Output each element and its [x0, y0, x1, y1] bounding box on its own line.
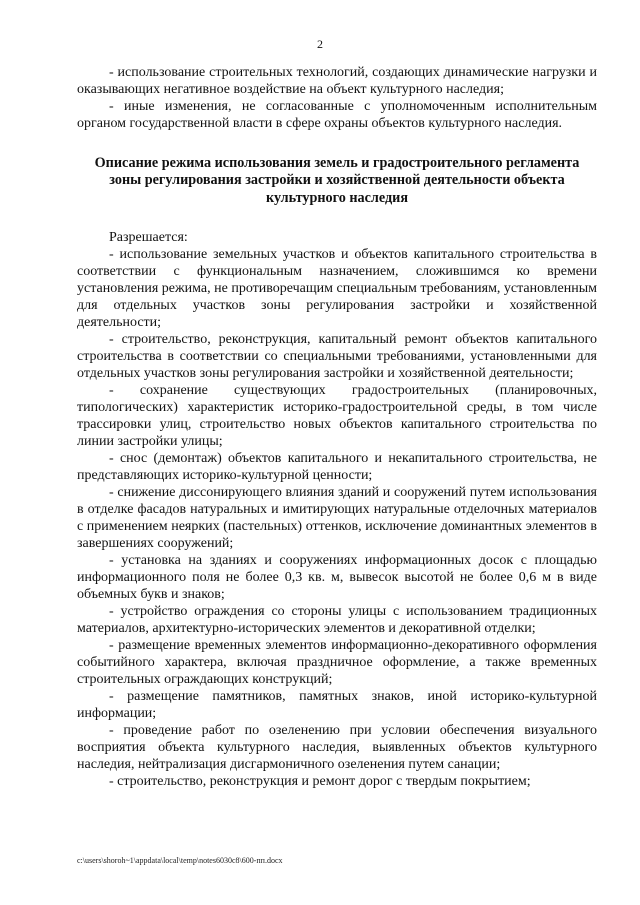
- allowed-label: Разрешается:: [109, 229, 188, 245]
- list-item: - размещение временных элементов информационно-декоративного оформления событийного характера, включая праздничное оформление, а также временных строительных ограждающих конструкций;: [77, 637, 597, 687]
- list-item: - строительство, реконструкция и ремонт дорог с твердым покрытием;: [109, 773, 531, 789]
- list-item: - снос (демонтаж) объектов капитального и некапитального строительства, не представляющих историко-культурной ценности;: [77, 450, 597, 483]
- paragraph: - иные изменения, не согласованные с уполномоченным исполнительным органом государственной власти в сфере охраны объектов культурного наследия.: [77, 99, 597, 131]
- list-item: - использование земельных участков и объектов капитального строительства в соответствии с функциональным назначением, сложившимся ко времени установления режима, не противоречащим специальным требованиям, установленным для отдельных участков зоны регулирования застройки и хозяйственной деятельности;: [77, 246, 598, 330]
- list-item: - проведение работ по озеленению при условии обеспечения визуального восприятия объекта культурного наследия, выявленных объектов культурного наследия, нейтрализация дисгармоничного озеленения путем санации;: [77, 722, 597, 772]
- list-item: - установка на зданиях и сооружениях информационных досок с площадью информационного поля не более 0,3 кв. м, вывесок высотой не более 0,6 м в виде объемных букв и знаков;: [77, 552, 597, 602]
- list-item: - устройство ограждения со стороны улицы с использованием традиционных материалов, архитектурно-исторических элементов и декоративной отделки;: [77, 603, 597, 636]
- list-item: - сохранение существующих градостроительных (планировочных, типологических) характеристик историко-градостроительной среды, в том числе трассировки улиц, строительство новых объектов капитального строительства по линии застройки улицы;: [77, 382, 597, 449]
- document-body: [77, 64, 597, 790]
- footer-file-path: c:\users\shoroh~1\appdata\local\temp\notes6030c8\600-пп.docx: [77, 856, 283, 865]
- list-item: - строительство, реконструкция, капитальный ремонт объектов капитального строительства в соответствии со специальными требованиями, установленными для отдельных участков зоны регулирования застройки и хозяйственной деятельности;: [77, 331, 597, 381]
- page-number: 2: [317, 37, 323, 51]
- list-item: - снижение диссонирующего влияния зданий и сооружений путем использования в отделке фасадов натуральных и имитирующих натуральные отделочных материалов с применением неярких (пастельных) оттенков, исключение доминантных элементов в завершениях сооружений;: [77, 484, 597, 551]
- paragraph: - использование строительных технологий, создающих динамические нагрузки и оказывающих негативное воздействие на объект культурного наследия;: [77, 65, 597, 97]
- section-heading: Описание режима использования земель и градостроительного регламента зоны регулирования застройки и хозяйственной деятельности объекта культурного наследия: [94, 155, 580, 206]
- list-item: - размещение памятников, памятных знаков, иной историко-культурной информации;: [77, 688, 597, 721]
